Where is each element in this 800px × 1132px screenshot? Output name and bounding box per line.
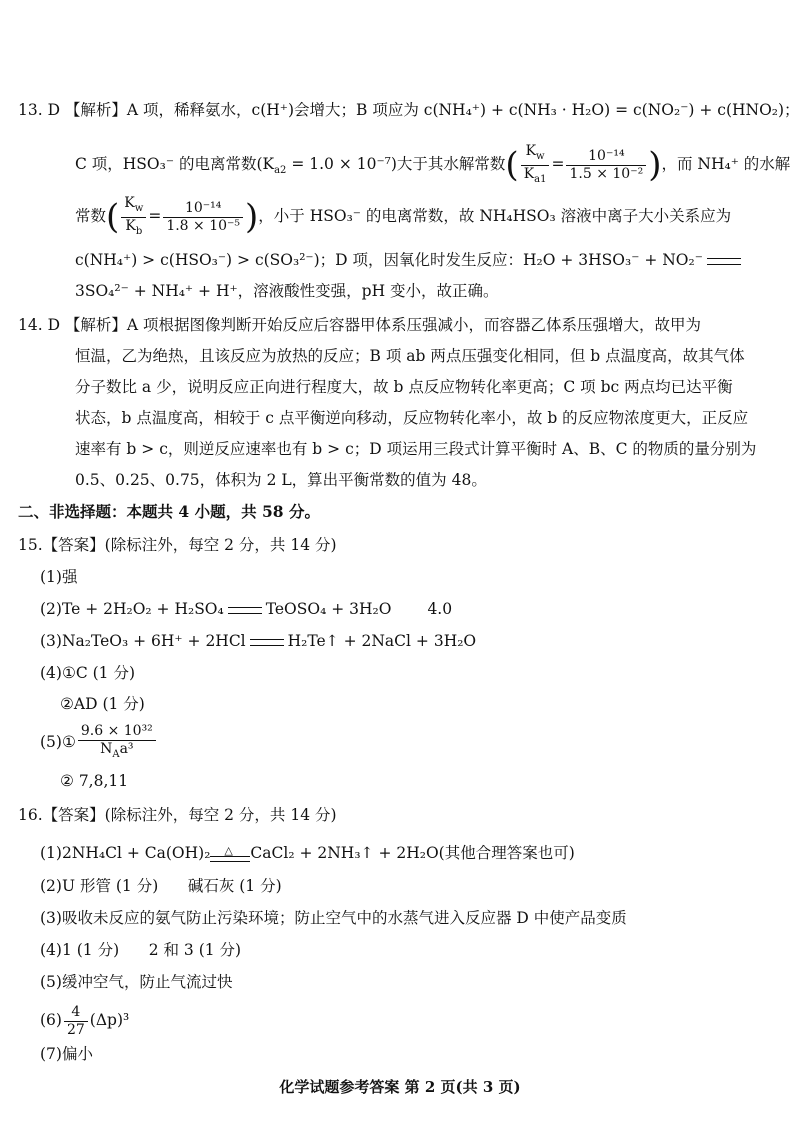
section-heading: 二、非选择题：本题共 4 小题，共 58 分。 [18, 502, 320, 521]
q15-answer-4b: ②AD (1 分) [60, 695, 145, 713]
q13-l2-frac-value: $\frac{\text{10⁻¹⁴}}{\text{1.5 × 10⁻²}}$ [566, 148, 646, 183]
q13-l3-frac-kw-kb: $\frac{K_w}{K_b}$ [121, 195, 146, 240]
q15-density-fraction: $\frac{\text{9.6 × 10³²}}{N_Aa^3}$ [78, 723, 156, 763]
paren-right: ) [245, 197, 259, 237]
q14-line-6: 0.5、0.25、0.75，体积为 2 L，算出平衡常数的值为 48。 [75, 471, 487, 489]
q16-answer-2: (2)U 形管 (1 分) 碱石灰 (1 分) [40, 877, 282, 895]
q16-pressure-fraction: $\frac{4}{27}$ [64, 1004, 88, 1039]
q13-l3-frac-value: $\frac{\text{10⁻¹⁴}}{\text{1.8 × 10⁻⁵}}$ [163, 200, 243, 235]
heating-equals-sign: △ [210, 847, 250, 861]
q14-line-2: 恒温，乙为绝热，且该反应为放热的反应；B 项 ab 两点压强变化相同，但 b 点温度高，故其气体 [75, 347, 745, 365]
q13-line-2 [75, 140, 790, 195]
equals: = [148, 207, 162, 225]
q13-l2-text-c: ，而 NH₄⁺ 的水解 [661, 155, 791, 173]
q13-line-4 [75, 250, 745, 270]
paren-right: ) [648, 145, 662, 185]
q15-answer-1: (1)强 [40, 568, 78, 586]
q13-l2-text-b: = 1.0 × 10⁻⁷)大于其水解常数 [286, 155, 506, 173]
q14-line-1: 14. D 【解析】A 项根据图像判断开始反应后容器甲体系压强减小，而容器乙体系压强增大，故甲为 [18, 316, 702, 334]
q13-line-3 [75, 192, 731, 240]
q16-answer-6: (6) $\frac{4}{27}$ (Δp)³ [40, 1003, 130, 1038]
q13-line-5: 3SO₄²⁻ + NH₄⁺ + H⁺，溶液酸性变强，pH 变小，故正确。 [75, 282, 499, 300]
equals-sign [250, 639, 284, 646]
q15-answer-5a: (5)① $\frac{\text{9.6 × 10³²}}{N_Aa^3}$ [40, 722, 158, 763]
q16-header: 16.【答案】(除标注外，每空 2 分，共 14 分) [18, 806, 337, 824]
equals-sign [228, 607, 262, 614]
q14-line-3: 分子数比 a 少，说明反应正向进行程度大，故 b 点反应物转化率更高；C 项 bc 两点均已达平衡 [75, 378, 733, 396]
q15-header: 15.【答案】(除标注外，每空 2 分，共 14 分) [18, 536, 337, 554]
paren-left: ( [505, 145, 519, 185]
q14-line-5: 速率有 b > c，则逆反应速率也有 b > c；D 项运用三段式计算平衡时 A、B、C 的物质的量分别为 [75, 440, 757, 458]
q13-l3-text-a: 常数 [75, 207, 107, 225]
page-footer: 化学试题参考答案 第 2 页(共 3 页) [279, 1078, 521, 1096]
q13-l3-text-b: ，小于 HSO₃⁻ 的电离常数，故 NH₄HSO₃ 溶液中离子大小关系应为 [258, 207, 732, 225]
q16-answer-5: (5)缓冲空气，防止气流过快 [40, 973, 233, 991]
equals: = [551, 155, 565, 173]
q16-answer-3: (3)吸收未反应的氨气防止污染环境；防止空气中的水蒸气进入反应器 D 中使产品变质 [40, 909, 627, 927]
q16-answer-4: (4)1 (1 分) 2 和 3 (1 分) [40, 941, 242, 959]
q13-l2-frac-kw-ka1: $\frac{K_w}{K_{a1}}$ [521, 143, 550, 188]
q15-answer-3: (3)Na₂TeO₃ + 6H⁺ + 2HCl H₂Te↑ + 2NaCl + 3H₂O [40, 632, 477, 650]
q13-l4-text: c(NH₄⁺) > c(HSO₃⁻) > c(SO₃²⁻)；D 项，因氧化时发生反应：H₂O + 3HSO₃⁻ + NO₂⁻ [75, 251, 703, 269]
equilibrium-sign [707, 258, 741, 265]
q15-answer-5b: ② 7,8,11 [60, 772, 129, 790]
q15-answer-2: (2)Te + 2H₂O₂ + H₂SO₄ TeOSO₄ + 3H₂O 4.0 [40, 600, 453, 618]
q16-answer-1: (1)2NH₄Cl + Ca(OH)₂ △ CaCl₂ + 2NH₃↑ + 2H₂O(其他合理答案也可) [40, 844, 575, 862]
q13-line-1: 13. D 【解析】A 项，稀释氨水，c(H⁺)会增大；B 项应为 c(NH₄⁺) + c(NH₃ · H₂O) = c(NO₂⁻) + c(HNO₂)； [18, 101, 800, 119]
q13-l2-sub: a2 [274, 165, 287, 177]
paren-left: ( [106, 197, 120, 237]
q15-answer-4a: (4)①C (1 分) [40, 664, 136, 682]
q16-answer-7: (7)偏小 [40, 1045, 93, 1063]
q14-line-4: 状态，b 点温度高，相较于 c 点平衡逆向移动，反应物转化率小，故 b 的反应物浓度更大，正反应 [75, 409, 749, 427]
q13-l2-text-a: C 项，HSO₃⁻ 的电离常数(K [75, 155, 275, 173]
